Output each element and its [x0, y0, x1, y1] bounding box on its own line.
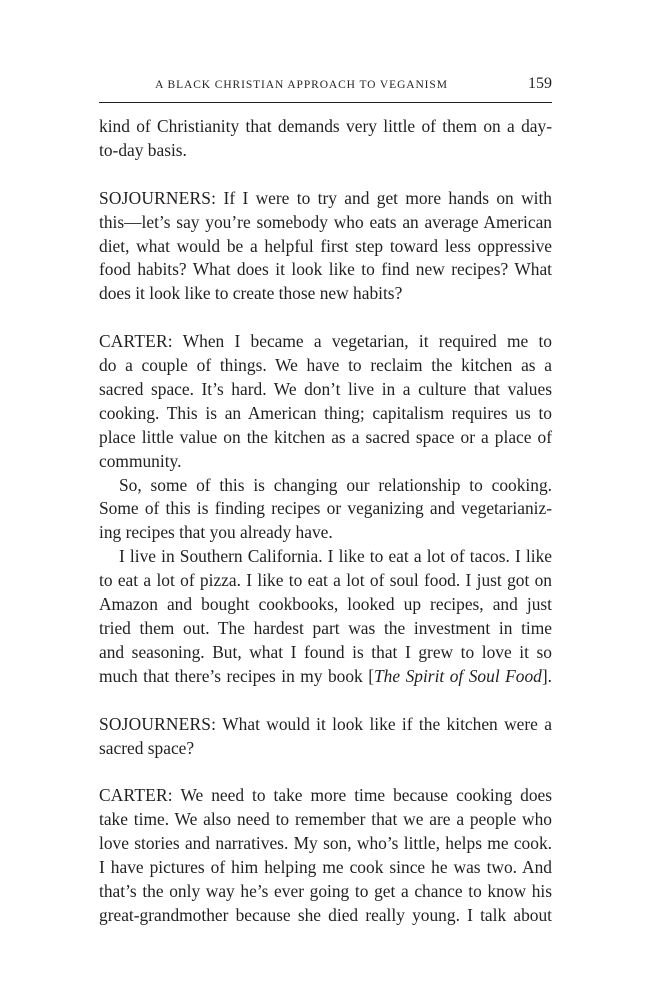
- running-title: A BLACK CHRISTIAN APPROACH TO VEGANISM: [155, 79, 448, 91]
- paragraph-carter-answer-2: [99, 474, 552, 546]
- page-text: [99, 115, 552, 928]
- book-title: The Spirit of Soul Food: [374, 665, 542, 686]
- text-line: cooking. This is an American thing; capitalism requires us to: [99, 402, 552, 423]
- speaker-label: CARTER:: [99, 785, 173, 806]
- text-line: I live in Southern California. I like to eat a lot of tacos. I like: [119, 546, 552, 567]
- text-line: sacred space. It’s hard. We don’t live in a culture that values: [99, 378, 552, 399]
- text-line: food habits? What does it look like to find new recipes? What: [99, 259, 552, 280]
- text-line: to-day basis.: [99, 139, 187, 160]
- text-span: We need to take more time because cooking does: [172, 785, 552, 806]
- text-line: [99, 713, 552, 737]
- text-line: community.: [99, 450, 182, 471]
- header-rule: [99, 102, 552, 103]
- text-span: When I became a vegetarian, it required me to: [172, 331, 552, 352]
- text-line: tried them out. The hardest part was the investment in time: [99, 618, 552, 638]
- text-line: do a couple of things. We have to reclaim the kitchen as a: [99, 355, 552, 376]
- text-span: If I were to try and get more hands on with: [216, 187, 552, 208]
- text-line: I have pictures of him helping me cook since he was two. And: [99, 857, 552, 878]
- paragraph-continuation: [99, 115, 552, 163]
- text-line: great-grandmother because she died really young. I talk about: [99, 904, 552, 925]
- running-head: [99, 74, 552, 96]
- speaker-label: SOJOURNERS:: [99, 713, 217, 734]
- page-number: 159: [528, 75, 552, 92]
- text-line: love stories and narratives. My son, who’s little, helps me cook.: [99, 833, 552, 854]
- paragraph-sojourners-question-2: [99, 713, 552, 761]
- text-line: [99, 665, 552, 689]
- paragraph-sojourners-question-1: [99, 187, 552, 307]
- text-line: Some of this is finding recipes or veganizing and vegetarianiz-: [99, 498, 552, 519]
- text-line: this—let’s say you’re somebody who eats an average American: [99, 211, 552, 232]
- text-line: take time. We also need to remember that we are a people who: [99, 809, 552, 830]
- speaker-label: SOJOURNERS:: [99, 187, 217, 208]
- text-span: ].: [541, 665, 552, 686]
- text-line: [99, 187, 552, 211]
- text-line: [99, 330, 552, 354]
- text-line: to eat a lot of pizza. I like to eat a lot of soul food. I just got on: [99, 570, 552, 591]
- text-span: What would it look like if the kitchen were a: [216, 713, 552, 734]
- text-line: sacred space?: [99, 737, 195, 758]
- text-line: that’s the only way he’s ever going to get a chance to know his: [99, 880, 552, 901]
- text-line: diet, what would be a helpful first step toward less oppressive: [99, 235, 552, 256]
- speaker-label: CARTER:: [99, 331, 173, 352]
- text-line: Amazon and bought cookbooks, looked up recipes, and just: [99, 594, 552, 615]
- paragraph-carter-answer-4: [99, 784, 552, 927]
- text-line: ing recipes that you already have.: [99, 522, 333, 543]
- paragraph-carter-answer-3: [99, 545, 552, 688]
- text-line: kind of Christianity that demands very little of them on a day-: [99, 116, 552, 136]
- text-line: [99, 784, 552, 808]
- text-line: does it look like to create those new habits?: [99, 283, 403, 304]
- paragraph-carter-answer-1: [99, 330, 552, 473]
- text-line: and seasoning. But, what I found is that I grew to love it so: [99, 641, 552, 662]
- text-span: much that there’s recipes in my book [: [99, 665, 375, 686]
- text-line: So, some of this is changing our relationship to cooking.: [119, 474, 552, 495]
- text-line: place little value on the kitchen as a sacred space or a place of: [99, 426, 552, 447]
